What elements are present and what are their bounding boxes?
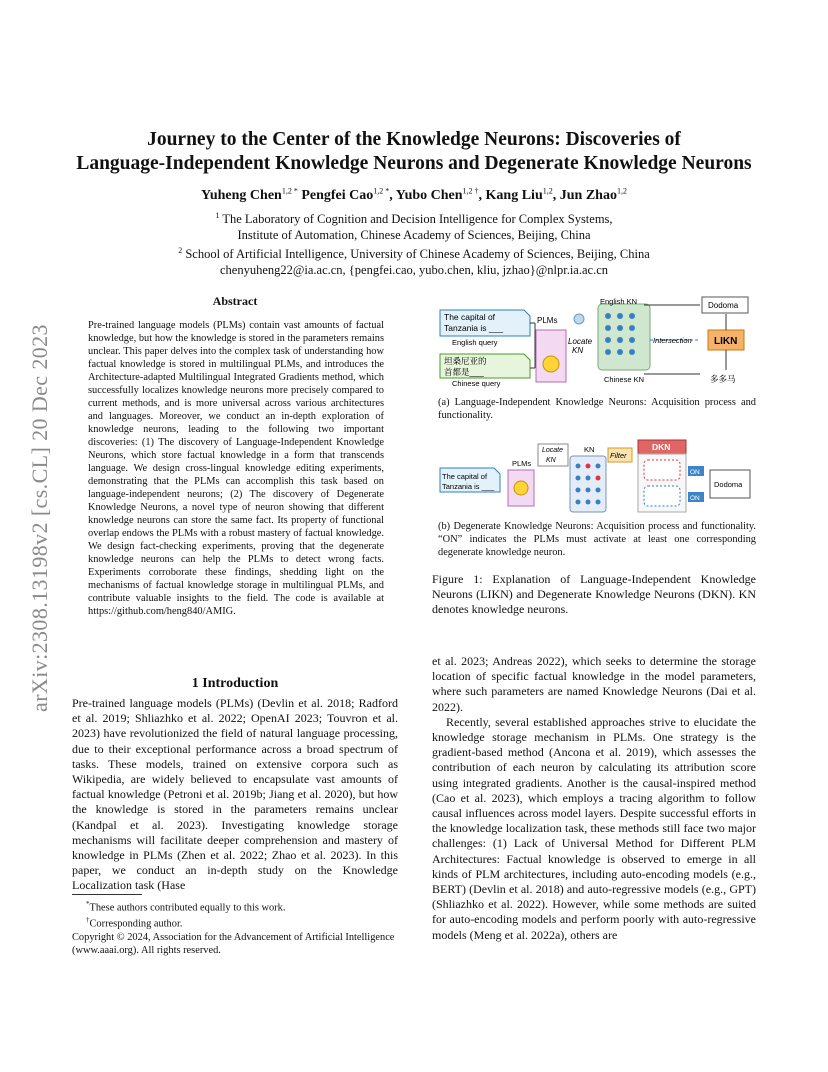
dkn-group-2 — [644, 486, 680, 506]
chinese-query-line-1: 坦桑尼亚的 — [444, 356, 487, 366]
right-paragraph-2: Recently, several established approaches strive to elucidate the knowledge storage mechanism in PLMs. One strategy is the gradient-based method (Ancona et al. 2019), which assesses the contribution of each neuron by calculating its attribution score using integrated gradients. Another is the causal-inspired method (Cao et al. 2023), which employs a tracing algorithm to follow causal influences across model layers. Despite successful efforts in the knowledge localization task, these methods still face two major challenges: (1) Lack of Universal Method for Different PLM Architectures: Factual knowledge is observed to emerge in all kinds of PLM architectures, including auto-encoding models (e.g., BERT) (Devlin et al. 2018) and auto-regressive models (e.g., GPT) (Shliazhko et al. 2022). However, while some methods are suited for auto-encoding models and perform poorly with auto-regressive models (Meng et al. 2022a), others are — [432, 714, 756, 942]
english-query-line-1: The capital of — [444, 312, 496, 322]
dkn-group-1 — [644, 460, 680, 480]
magnifier-icon-a — [574, 314, 584, 324]
abstract-heading: Abstract — [212, 294, 258, 308]
author-emails: chenyuheng22@ia.ac.cn, {pengfei.cao, yubo.chen, kliu, jzhao}@nlpr.ia.ac.cn — [219, 263, 608, 278]
chinese-query-box — [440, 354, 530, 388]
locate-label-a-2: KN — [572, 346, 584, 355]
english-query-line-2: Tanzania is ___ — [444, 323, 504, 333]
author-1: Yuheng Chen$^{1,2 *}$ — [201, 186, 298, 203]
abstract-text: Pre-trained language models (PLMs) contain vast amounts of factual knowledge, but how the knowledge is stored in the parameters remains unclear. This paper delves into the complex task of understanding how factual knowledge is stored in multilingual PLMs, and introduces the Architecture-adapted Multilingual Integrated Gradients method, which successfully localizes knowledge neurons more precisely compared to current methods, and is more universal across various architectures and languages. Moreover, we conduct an in-depth exploration of knowledge neurons, leading to the following two important discoveries: (1) The discovery of Language-Independent Knowledge Neurons, which store factual knowledge in a form that transcends language. We design cross-lingual knowledge editing experiments, demonstrating that the PLMs can accomplish this task based on language-independent neurons; (2) The discovery of Degenerate Knowledge Neurons, a novel type of neuron showing that different knowledge neurons can store the same fact. Its property of functional overlap endows the PLMs with a robust mastery of factual knowledge. We design fact-checking experiments, proving that the degenerate knowledge neurons can help the PLMs to detect wrong facts. Experiments corroborate these findings, shedding light on the mechanisms of factual knowledge storage in multilingual PLMs, and contribute valuable insights to the field. The code is available at https://github.com/heng840/AMIG. — [88, 320, 384, 617]
title-line-2: Language-Independent Knowledge Neurons and Degenerate Knowledge Neurons — [76, 153, 752, 174]
footnote-rule — [72, 894, 142, 895]
right-column-text — [432, 654, 756, 943]
author-3: Yubo Chen$^{1,2 \dagger}$, — [395, 186, 483, 203]
copyright-notice: Copyright © 2024, Association for the Advancement of Artificial Intelligence (www.aaai.org). All rights reserved. — [72, 931, 395, 956]
likn-label: LIKN — [714, 336, 738, 347]
figure-1a-caption: (a) Language-Independent Knowledge Neurons: Acquisition process and functionality. — [438, 397, 756, 421]
plms-label-b: PLMs — [512, 459, 532, 468]
footnote-corresponding: †Corresponding author. — [86, 916, 183, 930]
title-line-1: Journey to the Center of the Knowledge Neurons: Discoveries of — [147, 129, 681, 150]
hugging-face-icon-a — [543, 356, 559, 372]
chinese-query-line-2: 首都是___ — [444, 367, 484, 377]
author-4: Kang Liu$^{1,2}$, — [485, 186, 557, 203]
affiliations — [60, 208, 768, 278]
kn-label-b: KN — [584, 445, 595, 454]
english-query-label: English query — [452, 338, 498, 347]
author-2: Pengfei Cao$^{1,2 *}$, — [301, 186, 393, 203]
query-b-line-2: Tanzania is ___ — [442, 482, 495, 491]
affiliation-1-cont: Institute of Automation, Chinese Academy of Sciences, Beijing, China — [237, 228, 591, 243]
locate-label-a-1: Locate — [568, 337, 593, 346]
on-label-2: ON — [690, 495, 700, 502]
english-kn-label: English KN — [600, 297, 638, 306]
on-label-1: ON — [690, 469, 700, 476]
filter-label: Filter — [610, 451, 627, 460]
intersection-label: Intersection — [653, 336, 692, 345]
footnotes — [72, 898, 398, 957]
author-5: Jun Zhao$^{1,2}$ — [559, 186, 627, 203]
footnote-equal-contribution: *These authors contributed equally to this work. — [86, 900, 286, 914]
dodoma-label-a: Dodoma — [708, 301, 739, 310]
author-list — [60, 186, 768, 204]
chinese-kn-label: Chinese KN — [604, 375, 645, 384]
introduction-text: Pre-trained language models (PLMs) (Devlin et al. 2018; Radford et al. 2019; Shliazhko et al. 2022; OpenAI 2023; Touvron et al. 2023) have revolutionized the field of natural language processing, due to their exceptional performance across a broad spectrum of tasks. These models, trained on extensive corpora such as Wikipedia, are widely believed to encapsulate vast amounts of factual knowledge (Petroni et al. 2019b; Jiang et al. 2020), but how the knowledge is stored in the parameters remains unclear (Kandpal et al. 2023). Investigating knowledge storage mechanisms will facilitate deeper comprehension and mastery of knowledge in PLMs (Zhen et al. 2022; Zhao et al. 2023). In this paper, we conduct an in-depth study on the Knowledge Localization task (Hase — [72, 696, 398, 893]
query-box-b — [440, 468, 500, 492]
affiliation-2: $^2$ School of Artificial Intelligence, University of Chinese Academy of Sciences, Beijing, China — [178, 246, 650, 262]
figure-1b-caption: (b) Degenerate Knowledge Neurons: Acquisition process and functionality. “ON” indicates the PLMs must activate at least one corresponding degenerate knowledge neuron. — [438, 521, 756, 558]
paper-title — [60, 128, 768, 176]
dodoma-label-b: Dodoma — [714, 480, 743, 489]
english-query-box — [440, 310, 530, 347]
affiliation-1: $^1$ The Laboratory of Cognition and Decision Intelligence for Complex Systems, — [215, 211, 613, 227]
figure-1a-diagram — [438, 292, 764, 392]
locate-label-b-2: KN — [546, 457, 556, 464]
plms-label-a: PLMs — [537, 316, 558, 325]
hugging-face-icon-b — [514, 481, 528, 495]
query-b-line-1: The capital of — [442, 472, 488, 481]
dodoma-zh-label: 多多马 — [710, 374, 736, 384]
neuron-grid-a — [598, 304, 650, 370]
chinese-query-label: Chinese query — [452, 379, 501, 388]
section-heading-introduction: 1 Introduction — [191, 676, 279, 691]
right-paragraph-1: et al. 2023; Andreas 2022), which seeks to determine the storage location of specific factual knowledge in the model parameters, where such parameters are named Knowledge Neurons (Dai et al. 2022). — [432, 654, 756, 714]
figure-1b-diagram — [438, 436, 764, 516]
figure-1-caption: Figure 1: Explanation of Language-Independent Knowledge Neurons (LIKN) and Degenerate Knowledge Neurons (DKN). KN denotes knowledge neurons. — [432, 572, 756, 617]
locate-label-b-1: Locate — [542, 447, 564, 454]
arxiv-stamp: arXiv:2308.13198v2 [cs.CL] 20 Dec 2023 — [27, 324, 52, 712]
dkn-label: DKN — [652, 442, 671, 452]
